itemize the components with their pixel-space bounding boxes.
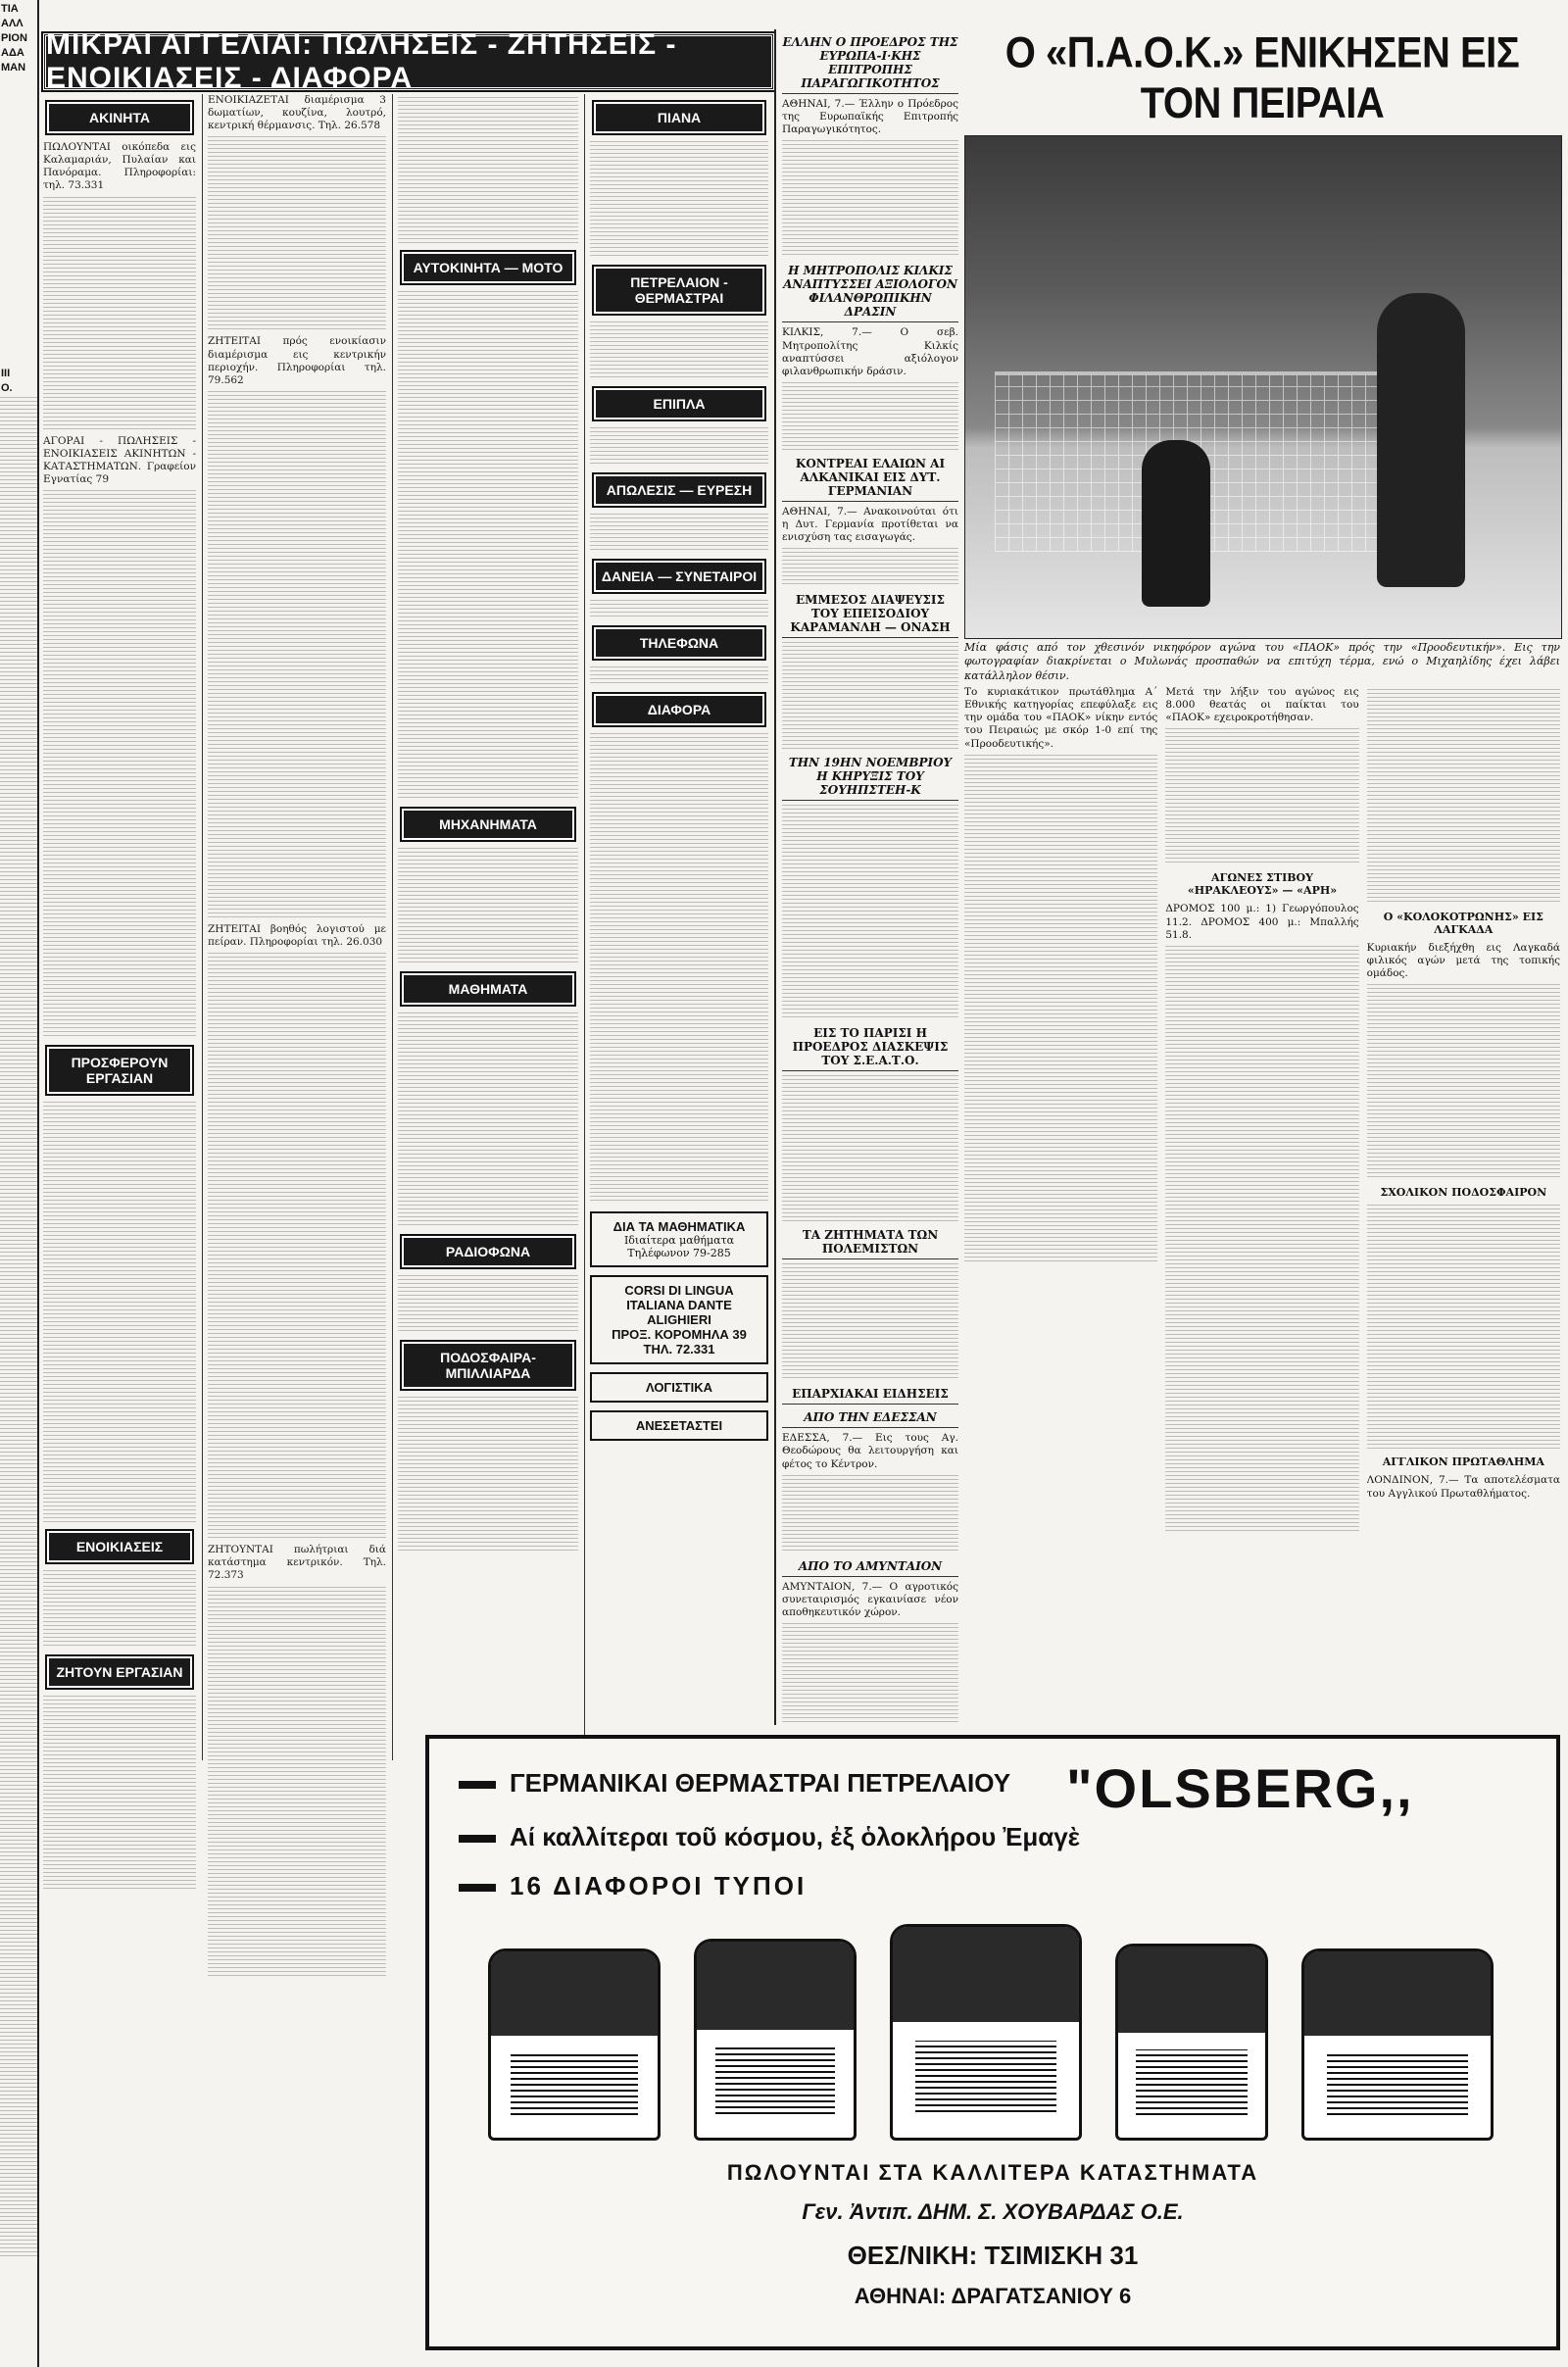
ad-line-2 [459,1822,1080,1852]
text-filler [964,755,1157,1264]
section-diafora: ΔΙΑΦΟΡΑ [594,694,764,725]
edge-text: ΑΛΛ [1,18,24,29]
edge-filler [0,397,37,2259]
edge-text: ΡΙΟΝ [1,32,27,44]
edge-text: ΜΑΝ [1,62,26,74]
lessons-ad-text: Ιδιαίτερα μαθήματα Τηλέφωνον 79-285 [623,1234,735,1259]
section-akinita: ΑΚΙΝΗΤΑ [47,102,192,133]
text-filler [1165,946,1358,1534]
sports-column-1 [964,686,1157,1725]
ad-line-3 [459,1871,807,1901]
text-filler [782,382,958,451]
news-heading: ΑΠΟ ΤΗΝ ΕΔΕΣΣΑΝ [782,1410,958,1428]
news-heading: ΕΙΣ ΤΟ ΠΑΡΙΣΙ Η ΠΡΟΕΔΡΟΣ ΔΙΑΣΚΕΨΙΣ ΤΟΥ Σ.Ε.Α.Τ.Ο. [782,1026,958,1071]
heater-grill [1136,2049,1248,2114]
classifieds-column-3 [398,94,578,1721]
news-paragraph: ΑΘΗΝΑΙ, 7.— Έλλην ο Πρόεδρος της Ευρωπαϊκής Επιτροπής Παραγωγικότητος. [782,98,958,136]
text-filler [398,848,578,965]
ad-agent-line: Γεν. Ἀντιπ. ΔΗΜ. Σ. ΧΟΥΒΑΡΔΑΣ Ο.Ε. [802,2199,1184,2224]
section-epipla: ΕΠΙΠΛΑ [594,388,764,419]
classified-ad: ΖΗΤΕΙΤΑΙ πρός ενοικίασιν διαμέρισμα εις κεντρικήν περιοχήν. Πληροφορίαι τηλ. 79.562 [208,335,386,386]
player-figure [1142,440,1210,607]
sports-paragraph: ΛΟΝΔΙΝΟΝ, 7.— Τα αποτελέσματα του Αγγλικού Πρωταθλήματος. [1366,1474,1560,1500]
lawyer-ad-title: ΑΝΕΣΕΤΑΣΤΕΙ [635,1418,723,1433]
section-petrelaion: ΠΕΤΡΕΛΑΙΟΝ - ΘΕΡΜΑΣΤΡΑΙ [594,267,764,314]
section-piana: ΠΙΑΝΑ [594,102,764,133]
heater-image [694,1939,857,2141]
section-mychanimata: ΜΗΧΑΝΗΜΑΤΑ [402,809,574,840]
goalkeeper-figure [1377,293,1465,587]
text-filler [398,291,578,801]
news-paragraph: ΕΔΕΣΣΑ, 7.— Εις τους Αγ. Θεοδώρους θα λειτουργήση και φέτος το Κέντρον. [782,1432,958,1470]
lessons-ad-title: ΔΙΑ ΤΑ ΜΑΘΗΜΑΤΙΚΑ [612,1219,746,1234]
sports-paragraph: Κυριακήν διεξήχθη εις Λαγκαδά φιλικός αγών μετά της τοπικής ομάδος. [1366,942,1560,980]
heater-top [893,1927,1079,2022]
ad-city-1: ΘΕΣ/ΝΙΚΗ: ΤΣΙΜΙΣΚΗ 31 [847,2241,1139,2270]
heater-grill [1327,2052,1468,2116]
text-filler [590,666,768,686]
classifieds-column-4 [590,94,768,1721]
section-zitoun: ΖΗΤΟΥΝ ΕΡΓΑΣΙΑΝ [47,1656,192,1688]
classified-ad: ΖΗΤΟΥΝΤΑΙ πωλήτριαι διά κατάστημα κεντρικόν. Τηλ. 72.373 [208,1544,386,1582]
headline-line-1: Ο «Π.Α.Ο.Κ.» ΕΝΙΚΗΣΕΝ ΕΙΣ ΤΟΝ ΠΕΙΡΑΙΑ [1004,28,1520,127]
dash-bullet [459,1781,496,1789]
section-automobile: ΑΥΤΟΚΙΝΗΤΑ — ΜΟΤΟ [402,252,574,283]
ad-city-2: ΑΘΗΝΑΙ: ΔΡΑΓΑΤΣΑΝΙΟΥ 6 [854,2284,1132,2308]
edge-text: ΤΙΑ [1,3,19,15]
ad-sold-line: ΠΩΛΟΥΝΤΑΙ ΣΤΑ ΚΑΛΛΙΤΕΡΑ ΚΑΤΑΣΤΗΜΑΤΑ [726,2160,1259,2185]
lawyer-ad [590,1410,768,1441]
column-rule [584,94,585,1760]
dash-bullet [459,1835,496,1843]
sports-subheading: Ο «ΚΟΛΟΚΟΤΡΩΝΗΣ» ΕΙΣ ΛΑΓΚΑΔΑ [1383,911,1544,936]
sports-columns [964,686,1560,1725]
news-paragraph: ΑΜΥΝΤΑΙΟΝ, 7.— Ο αγροτικός συνεταιρισμός εγκαινίασε νέον αποθηκευτικόν χώρον. [782,1580,958,1618]
text-filler [782,140,958,258]
text-filler [590,427,768,467]
heater-image [1301,1948,1494,2141]
heater-grill [715,2047,835,2114]
ad-line-3-text: 16 ΔΙΑΦΟΡΟΙ ΤΥΠΟΙ [510,1871,808,1900]
match-photo [964,135,1562,639]
section-daneia: ΔΑΝΕΙΑ — ΣΥΝΕΤΑΙΡΟΙ [594,561,764,592]
section-enoikiaseis: ΕΝΟΙΚΙΑΣΕΙΣ [47,1531,192,1562]
text-filler [208,1587,386,1979]
text-filler [1367,689,1560,905]
heater-grill [511,2052,637,2116]
text-filler [43,490,196,1039]
heater-top [491,1951,658,2036]
classifieds-banner: ΜΙΚΡΑΙ ΑΓΓΕΛΙΑΙ: ΠΩΛΗΣΕΙΣ - ΖΗΤΗΣΕΙΣ - ΕΝΟΙΚΙΑΣΕΙΣ - ΔΙΑΦΟΡΑ [43,33,774,90]
heater-top [1118,1947,1265,2033]
text-filler [590,600,768,619]
text-filler [782,1075,958,1222]
news-paragraph: ΚΙΛΚΙΣ, 7.— Ο σεβ. Μητροπολίτης Κιλκίς αναπτύσσει αξιόλογον φιλανθρωπικήν δράσιν. [782,326,958,377]
italian-school-title: CORSI DI LINGUA ITALIANA DANTE ALIGHIERI [624,1283,734,1327]
italian-school-address: ΠΡΟΞ. ΚΟΡΟΜΗΛΑ 39 [612,1327,747,1342]
dash-bullet [459,1884,496,1892]
olsberg-brand: "OLSBERG,, [1066,1757,1414,1819]
ad-line-2-text: Αί καλλίτεραι τοῦ κόσμου, ἐξ ὁλοκλήρου Ἐμαγὲ [510,1822,1081,1851]
section-tilefona: ΤΗΛΕΦΩΝΑ [594,627,764,659]
news-column [774,29,958,1725]
lessons-ad [590,1211,768,1267]
text-filler [1367,984,1560,1180]
text-filler [590,141,768,259]
text-filler [208,953,386,1541]
olsberg-advertisement [425,1735,1560,2350]
italian-school-phone: ΤΗΛ. 72.331 [643,1342,715,1356]
sports-column-2 [1165,686,1358,1725]
news-heading: ΚΟΝΤΡΕΑΙ ΕΛΑΙΩΝ ΑΙ ΑΛΚΑΝΙΚΑΙ ΕΙΣ ΔΥΤ. ΓΕΡΜΑΝΙΑΝ [782,457,958,502]
classifieds-column-1 [43,94,196,2348]
column-rule [392,94,393,1760]
news-heading: ΑΠΟ ΤΟ ΑΜΥΝΤΑΙΟΝ [782,1559,958,1577]
sports-paragraph: ΔΡΟΜΟΣ 100 μ.: 1) Γεωργόπουλος 11.2. ΔΡΟΜΟΣ 400 μ.: Μπαλλής 51.8. [1165,903,1359,941]
section-prosferoun: ΠΡΟΣΦΕΡΟΥΝ ΕΡΓΑΣΙΑΝ [47,1047,192,1094]
news-heading: ΕΛΛΗΝ Ο ΠΡΟΕΔΡΟΣ ΤΗΣ ΕΥΡΩΠΑ-Ι·ΚΗΣ ΕΠΙΤΡΟΠΗΣ ΠΑΡΑΓΩΓΙΚΟΤΗΤΟΣ [782,35,958,94]
heater-image [890,1924,1082,2141]
text-filler [43,1570,196,1649]
accounting-ad-title: ΛΟΓΙΣΤΙΚΑ [646,1380,712,1395]
ad-line-1-text: ΓΕΡΜΑΝΙΚΑΙ ΘΕΡΜΑΣΤΡΑΙ ΠΕΤΡΕΛΑΙΟΥ [510,1768,1011,1798]
text-filler [590,733,768,1204]
text-filler [782,642,958,750]
classified-ad: ΑΓΟΡΑΙ - ΠΩΛΗΣΕΙΣ - ΕΝΟΙΚΙΑΣΕΙΣ ΑΚΙΝΗΤΩΝ - ΚΑΤΑΣΤΗΜΑΤΩΝ. Γραφείον Εγνατίας 79 [43,434,196,485]
column-rule [202,94,203,1760]
news-heading: Η ΜΗΤΡΟΠΟΛΙΣ ΚΙΛΚΙΣ ΑΝΑΠΤΥΣΣΕΙ ΑΞΙΟΛΟΓΟΝ ΦΙΛΑΝΘΡΩΠΙΚΗΝ ΔΡΑΣΙΝ [782,264,958,322]
heater-image [1115,1944,1268,2141]
classifieds-column-2 [208,94,386,2348]
sports-paragraph: Μετά την λήξιν του αγώνος εις 8.000 θεατάς οι παίκται του «ΠΑΟΚ» εχειροκροτήθησαν. [1165,686,1359,724]
text-filler [43,1696,196,1892]
section-podosfaira: ΠΟΔΟΣΦΑΙΡΑ-ΜΠΙΛΛΙΑΡΔΑ [402,1342,574,1389]
sports-subheading: ΑΓΩΝΕΣ ΣΤΙΒΟΥ «ΗΡΑΚΛΕΟΥΣ» — «ΑΡΗ» [1187,871,1338,898]
ad-line-1 [459,1768,1010,1799]
text-filler [782,805,958,1020]
classified-ad: ΕΝΟΙΚΙΑΖΕΤΑΙ διαμέρισμα 3 δωματίων, κουζίνα, λουτρό, κεντρική θέρμανσις. Τηλ. 26.578 [208,94,386,132]
text-filler [590,514,768,553]
text-filler [782,1263,958,1381]
text-filler [208,391,386,920]
adjacent-page-strip [0,0,39,2367]
text-filler [590,321,768,380]
news-heading: ΕΠΑΡΧΙΑΚΑΙ ΕΙΔΗΣΕΙΣ [782,1387,958,1405]
classified-ad: ΖΗΤΕΙΤΑΙ βοηθός λογιστού με πείραν. Πληροφορίαι τηλ. 26.030 [208,922,386,948]
heater-image [488,1948,661,2141]
heater-top [697,1942,854,2030]
sports-paragraph: Το κυριακάτικον πρωτάθλημα Α΄ Εθνικής κατηγορίας επεφύλαξε εις την ομάδα του «ΠΑΟΚ» νίκην εντός του Πειραιώς με σκόρ 1-0 επί της «Προοδευτικής». [964,686,1158,750]
edge-text: Ο. [1,382,13,394]
news-heading: ΤΗΝ 19ΗΝ ΝΟΕΜΒΡΙΟΥ Η ΚΗΡΥΞΙΣ ΤΟΥ ΣΟΥΗΠΣΤΕΗ-Κ [782,756,958,801]
section-mathimata: ΜΑΘΗΜΑΤΑ [402,973,574,1005]
sports-column-3 [1367,686,1560,1725]
text-filler [398,1275,578,1334]
text-filler [43,197,196,432]
section-apoleseis: ΑΠΩΛΕΣΙΣ — ΕΥΡΕΣΗ [594,474,764,506]
section-radio: ΡΑΔΙΟΦΩΝΑ [402,1236,574,1267]
text-filler [398,1012,578,1228]
text-filler [43,1102,196,1523]
sports-subheading: ΑΓΓΛΙΚΟΝ ΠΡΩΤΑΘΛΗΜΑ [1382,1455,1544,1469]
news-heading: ΤΑ ΖΗΤΗΜΑΤΑ ΤΩΝ ΠΟΛΕΜΙΣΤΩΝ [782,1228,958,1259]
news-paragraph: ΑΘΗΝΑΙ, 7.— Ανακοινούται ότι η Δυτ. Γερμανία προτίθεται να ενισχύση τας εισαγωγάς. [782,505,958,544]
news-heading: ΕΜΜΕΣΟΣ ΔΙΑΨΕΥΣΙΣ ΤΟΥ ΕΠΕΙΣΟΔΙΟΥ ΚΑΡΑΜΑΝΛΗ — ΟΝΑΣΗ [782,593,958,638]
text-filler [1165,728,1358,865]
text-filler [208,136,386,332]
classified-ad: ΠΩΛΟΥΝΤΑΙ οικόπεδα εις Καλαμαριάν, Πυλαίαν και Πανόραμα. Πληροφορίαι: τηλ. 73.331 [43,141,196,192]
text-filler [1367,1205,1560,1450]
heater-top [1304,1951,1491,2036]
photo-caption: Μία φάσις από τον χθεσινόν νικηφόρον αγώνα του «ΠΑΟΚ» πρός την «Προοδευτικήν». Εις την φωτογραφίαν διακρίνεται ο Μυλωνάς προσπαθών να επιτύχη τέρμα, ενώ ο Μιχαηλίδης έχει λάβει κατάλληλον θέσιν. [964,641,1560,682]
sports-subheading: ΣΧΟΛΙΚΟΝ ΠΟΔΟΣΦΑΙΡΟΝ [1380,1186,1547,1200]
text-filler [782,548,958,587]
accounting-ad [590,1372,768,1403]
text-filler [782,1623,958,1725]
text-filler [782,1475,958,1553]
edge-text: ΙΙΙ [1,368,11,379]
heater-grill [915,2041,1056,2112]
text-filler [398,97,578,244]
italian-school-ad [590,1275,768,1364]
edge-text: ΑΔΑ [1,47,24,59]
text-filler [398,1397,578,1553]
